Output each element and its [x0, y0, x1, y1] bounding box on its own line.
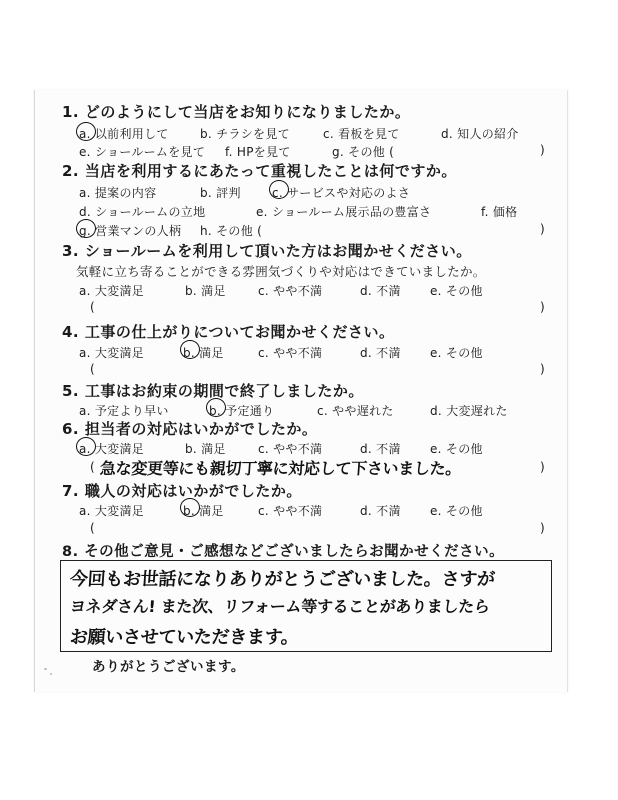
q2-option-c: c. サービスや対応のよさ	[272, 186, 411, 200]
q7-answer-circle	[180, 498, 200, 517]
q6-option-c: c. やや不満	[258, 442, 323, 456]
q5-answer-circle	[206, 398, 226, 417]
q6-paren-open: (	[90, 460, 95, 474]
q2-answer-circle-c	[269, 180, 289, 199]
q3-paren-open: (	[90, 300, 95, 314]
q6-option-a: a. 大変満足	[79, 442, 145, 456]
q6-option-d: d. 不満	[360, 442, 401, 456]
q4-paren-close: )	[540, 362, 545, 376]
q4-option-d: d. 不満	[360, 346, 401, 360]
q4-option-b: b. 満足	[183, 346, 224, 360]
q7-option-b: b. 満足	[183, 504, 224, 518]
q2-option-b: b. 評判	[200, 186, 241, 200]
q7-title: 7. 職人の対応はいかがでしたか。	[62, 482, 302, 500]
q5-option-c: c. やや遅れた	[317, 404, 394, 418]
q7-option-c: c. やや不満	[258, 504, 323, 518]
q1-answer-circle	[76, 122, 96, 141]
q7-option-a: a. 大変満足	[79, 504, 145, 518]
q3-option-e: e. その他	[430, 284, 483, 298]
q1-paren-close: )	[540, 143, 545, 157]
q1-option-b: b. チラシを見て	[200, 127, 290, 141]
q2-answer-circle-g	[76, 219, 96, 238]
q7-paren-open: (	[90, 521, 95, 535]
paper-speck	[50, 673, 52, 675]
q6-paren-close: )	[540, 460, 545, 474]
q2-option-f: f. 価格	[481, 205, 518, 219]
q2-option-g: g. 営業マンの人柄	[79, 224, 182, 238]
q2-option-e: e. ショールーム展示品の豊富さ	[256, 205, 432, 219]
q5-title: 5. 工事はお約束の期間で終了しましたか。	[62, 382, 364, 400]
q3-option-b: b. 満足	[185, 284, 226, 298]
q1-option-e: e. ショールームを見て	[79, 145, 206, 159]
q7-option-e: e. その他	[430, 504, 483, 518]
comment-line-1: 今回もお世話になりありがとうございました。さすが	[69, 569, 496, 590]
q1-option-a: a. 以前利用して	[79, 127, 169, 141]
q4-option-a: a. 大変満足	[79, 346, 145, 360]
q1-option-f: f. HPを見て	[225, 145, 291, 159]
q6-option-e: e. その他	[430, 442, 483, 456]
q4-answer-circle	[180, 340, 200, 359]
q6-answer-circle	[76, 437, 96, 456]
q6-option-b: b. 満足	[185, 442, 226, 456]
q6-title: 6. 担当者の対応はいかがでしたか。	[62, 420, 318, 438]
q2-title: 2. 当店を利用するにあたって重視したことは何ですか。	[62, 162, 457, 180]
q4-option-c: c. やや不満	[258, 346, 323, 360]
comment-line-3: お願いさせていただきます。	[69, 627, 300, 648]
q5-option-b: b. 予定通り	[209, 404, 275, 418]
q1-option-c: c. 看板を見て	[323, 127, 400, 141]
q2-option-a: a. 提案の内容	[79, 186, 157, 200]
q2-paren-close: )	[540, 222, 545, 236]
q3-option-d: d. 不満	[360, 284, 401, 298]
q4-option-e: e. その他	[430, 346, 483, 360]
q5-option-a: a. 予定より早い	[79, 404, 169, 418]
q7-option-d: d. 不満	[360, 504, 401, 518]
thank-you-text: ありがとうございます。	[92, 659, 245, 675]
q2-option-d: d. ショールームの立地	[79, 205, 206, 219]
q7-paren-close: )	[540, 521, 545, 535]
q4-title: 4. 工事の仕上がりについてお聞かせください。	[62, 323, 395, 341]
q4-paren-open: (	[90, 362, 95, 376]
paper-speck	[44, 668, 47, 670]
q6-handwritten-comment: 急な変更等にも親切丁寧に対応して下さいました。	[99, 459, 462, 478]
q2-option-h: h. その他 (	[200, 224, 263, 238]
q8-title: 8. その他ご意見・ご感想などございましたらお聞かせください。	[62, 544, 505, 560]
q3-paren-close: )	[540, 300, 545, 314]
q1-option-d: d. 知人の紹介	[441, 127, 519, 141]
q3-option-c: c. やや不満	[258, 284, 323, 298]
q1-title: 1. どのようにして当店をお知りになりましたか。	[62, 103, 411, 121]
q3-subquestion: 気軽に立ち寄ることができる雰囲気づくりや対応はできていましたか。	[76, 264, 486, 279]
comment-line-2: ヨネダさん! また次、リフォーム等することがありましたら	[69, 597, 491, 616]
q5-option-d: d. 大変遅れた	[430, 404, 508, 418]
q3-option-a: a. 大変満足	[79, 284, 145, 298]
q1-option-g: g. その他 (	[332, 145, 395, 159]
q3-title: 3. ショールームを利用して頂いた方はお聞かせください。	[62, 242, 472, 260]
